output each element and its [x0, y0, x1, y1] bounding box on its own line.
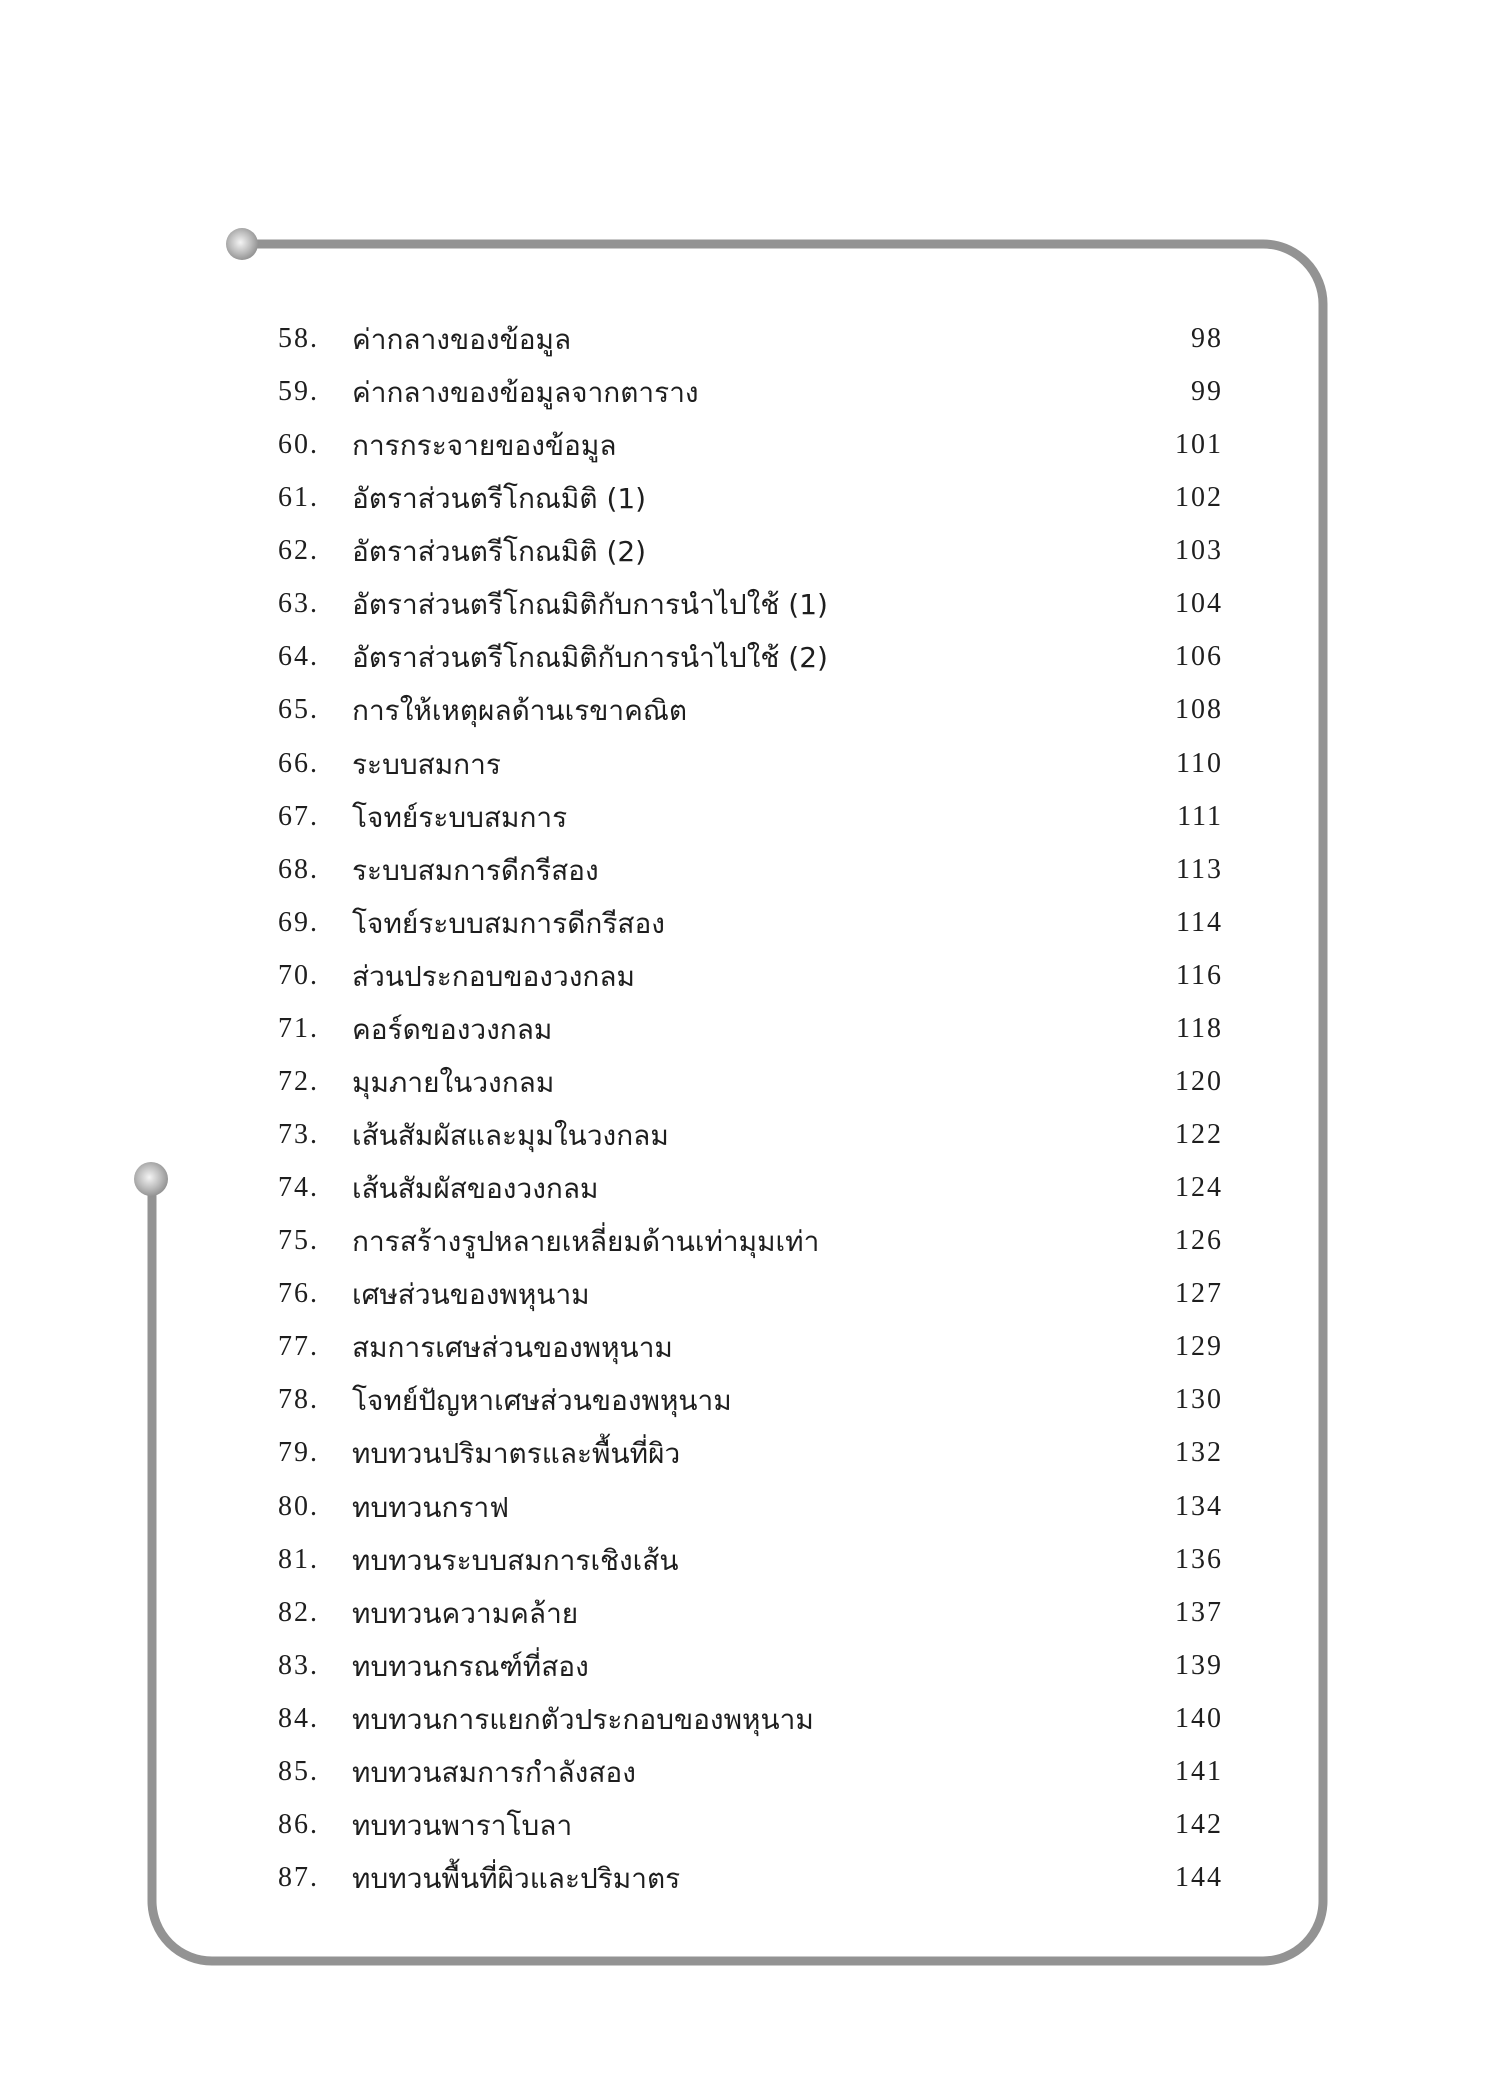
entry-page-number: 122	[1175, 1119, 1223, 1151]
entry-title: สมการเศษส่วนของพหุนาม	[352, 1331, 673, 1365]
entry-page-number: 137	[1175, 1596, 1223, 1628]
entry-page-number: 130	[1175, 1384, 1223, 1416]
entry-title: ทบทวนความคล้าย	[352, 1596, 579, 1630]
entry-number: 80.	[278, 1490, 319, 1522]
toc-entry[interactable]	[0, 1587, 1504, 1630]
toc-entry[interactable]	[0, 1799, 1504, 1842]
toc-entry[interactable]	[0, 1109, 1504, 1153]
entry-page-number: 141	[1175, 1755, 1223, 1787]
toc-entry[interactable]	[0, 1427, 1504, 1471]
toc-entry[interactable]	[0, 313, 1504, 356]
entry-number: 75.	[278, 1225, 319, 1257]
toc-entry[interactable]	[0, 1003, 1504, 1046]
entry-title: การให้เหตุผลด้านเรขาคณิต	[352, 694, 688, 728]
entry-title: การสร้างรูปหลายเหลี่ยมด้านเท่ามุมเท่า	[352, 1225, 820, 1259]
entry-number: 85.	[278, 1755, 319, 1787]
entry-page-number: 132	[1175, 1437, 1223, 1469]
entry-title: อัตราส่วนตรีโกณมิติกับการนำไปใช้ (2)	[352, 641, 828, 675]
entry-title: เศษส่วนของพหุนาม	[352, 1278, 590, 1312]
entry-page-number: 144	[1175, 1862, 1223, 1894]
entry-number: 65.	[278, 694, 319, 726]
entry-title: อัตราส่วนตรีโกณมิติ (2)	[352, 535, 647, 569]
entry-number: 86.	[278, 1808, 319, 1840]
entry-number: 77.	[278, 1331, 319, 1363]
entry-page-number: 139	[1175, 1649, 1223, 1681]
entry-title: ทบทวนกรณฑ์ที่สอง	[352, 1649, 589, 1683]
entry-title: อัตราส่วนตรีโกณมิติ (1)	[352, 482, 647, 516]
entry-title: ทบทวนกราฟ	[352, 1490, 510, 1524]
entry-page-number: 136	[1175, 1543, 1223, 1575]
entry-title: ทบทวนพาราโบลา	[352, 1808, 573, 1842]
entry-title: ค่ากลางของข้อมูลจากตาราง	[352, 376, 699, 410]
entry-number: 62.	[278, 535, 319, 567]
entry-number: 83.	[278, 1649, 319, 1681]
entry-number: 63.	[278, 588, 319, 620]
entry-number: 61.	[278, 482, 319, 514]
entry-page-number: 129	[1175, 1331, 1223, 1363]
entry-page-number: 111	[1177, 800, 1223, 832]
entry-page-number: 104	[1175, 588, 1223, 620]
entry-title: เส้นสัมผัสของวงกลม	[352, 1172, 599, 1206]
entry-page-number: 127	[1175, 1278, 1223, 1310]
entry-number: 81.	[278, 1543, 319, 1575]
entry-title: ทบทวนการแยกตัวประกอบของพหุนาม	[352, 1702, 814, 1736]
entry-number: 79.	[278, 1437, 319, 1469]
toc-entry[interactable]	[0, 897, 1504, 940]
toc-entry[interactable]	[0, 1852, 1504, 1896]
entry-number: 60.	[278, 429, 319, 461]
entry-number: 64.	[278, 641, 319, 673]
entry-page-number: 126	[1175, 1225, 1223, 1257]
toc-entry[interactable]	[0, 950, 1504, 993]
entry-number: 73.	[278, 1119, 319, 1151]
entry-number: 84.	[278, 1702, 319, 1734]
entry-number: 69.	[278, 906, 319, 938]
entry-page-number: 118	[1176, 1012, 1223, 1044]
entry-number: 59.	[278, 376, 319, 408]
toc-entry[interactable]	[0, 1056, 1504, 1099]
entry-page-number: 101	[1175, 429, 1223, 461]
entry-number: 71.	[278, 1012, 319, 1044]
toc-entry[interactable]	[0, 1693, 1504, 1736]
entry-page-number: 98	[1191, 323, 1223, 354]
entry-title: ทบทวนสมการกำลังสอง	[352, 1755, 636, 1789]
entry-number: 70.	[278, 959, 319, 991]
entry-page-number: 114	[1176, 906, 1223, 938]
entry-title: การกระจายของข้อมูล	[352, 429, 617, 463]
entry-number: 78.	[278, 1384, 319, 1416]
entry-number: 72.	[278, 1065, 319, 1097]
entry-number: 76.	[278, 1278, 319, 1310]
entry-page-number: 102	[1175, 482, 1223, 514]
entry-title: โจทย์ปัญหาเศษส่วนของพหุนาม	[352, 1384, 732, 1418]
entry-page-number: 142	[1175, 1808, 1223, 1840]
toc-entry[interactable]	[0, 578, 1504, 622]
entry-page-number: 108	[1175, 694, 1223, 726]
entry-page-number: 116	[1176, 959, 1223, 991]
entry-page-number: 120	[1175, 1065, 1223, 1097]
entry-title: ทบทวนพื้นที่ผิวและปริมาตร	[352, 1862, 681, 1896]
entry-page-number: 113	[1176, 853, 1223, 885]
toc-entry[interactable]	[0, 1746, 1504, 1789]
entry-page-number: 140	[1175, 1702, 1223, 1734]
toc-entry[interactable]	[0, 472, 1504, 516]
entry-number: 68.	[278, 853, 319, 885]
entry-title: ระบบสมการ	[352, 747, 501, 781]
toc-entry[interactable]	[0, 1534, 1504, 1577]
entry-title: โจทย์ระบบสมการดีกรีสอง	[352, 906, 665, 940]
entry-page-number: 103	[1175, 535, 1223, 567]
toc-entry[interactable]	[0, 738, 1504, 781]
entry-title: ทบทวนปริมาตรและพื้นที่ผิว	[352, 1437, 681, 1471]
toc-entry[interactable]	[0, 1162, 1504, 1206]
toc-entry[interactable]	[0, 1640, 1504, 1683]
entry-title: ทบทวนระบบสมการเชิงเส้น	[352, 1543, 679, 1577]
toc-entry[interactable]	[0, 366, 1504, 410]
entry-number: 74.	[278, 1172, 319, 1204]
toc-entry[interactable]	[0, 844, 1504, 887]
toc-entry[interactable]	[0, 419, 1504, 463]
entry-page-number: 110	[1176, 747, 1223, 779]
entry-number: 82.	[278, 1596, 319, 1628]
entry-title: มุมภายในวงกลม	[352, 1065, 555, 1099]
entry-page-number: 99	[1191, 376, 1223, 408]
toc-entry[interactable]	[0, 631, 1504, 675]
entry-page-number: 124	[1175, 1172, 1223, 1204]
entry-title: อัตราส่วนตรีโกณมิติกับการนำไปใช้ (1)	[352, 588, 828, 622]
toc-entry[interactable]	[0, 684, 1504, 728]
entry-title: เส้นสัมผัสและมุมในวงกลม	[352, 1119, 669, 1153]
entry-title: ค่ากลางของข้อมูล	[352, 323, 572, 356]
entry-number: 58.	[278, 323, 319, 354]
toc-entry[interactable]	[0, 791, 1504, 834]
entry-number: 67.	[278, 800, 319, 832]
toc-entry[interactable]	[0, 1215, 1504, 1259]
entry-title: โจทย์ระบบสมการ	[352, 800, 568, 834]
toc-entry[interactable]	[0, 525, 1504, 569]
toc-entry[interactable]	[0, 1268, 1504, 1312]
entry-page-number: 134	[1175, 1490, 1223, 1522]
entry-number: 87.	[278, 1862, 319, 1894]
toc-entry[interactable]	[0, 1481, 1504, 1524]
entry-number: 66.	[278, 747, 319, 779]
toc-entry[interactable]	[0, 1321, 1504, 1365]
entry-title: ส่วนประกอบของวงกลม	[352, 959, 635, 993]
entry-page-number: 106	[1175, 641, 1223, 673]
toc-entry[interactable]	[0, 1374, 1504, 1418]
entry-title: ระบบสมการดีกรีสอง	[352, 853, 599, 887]
entry-title: คอร์ดของวงกลม	[352, 1012, 553, 1046]
